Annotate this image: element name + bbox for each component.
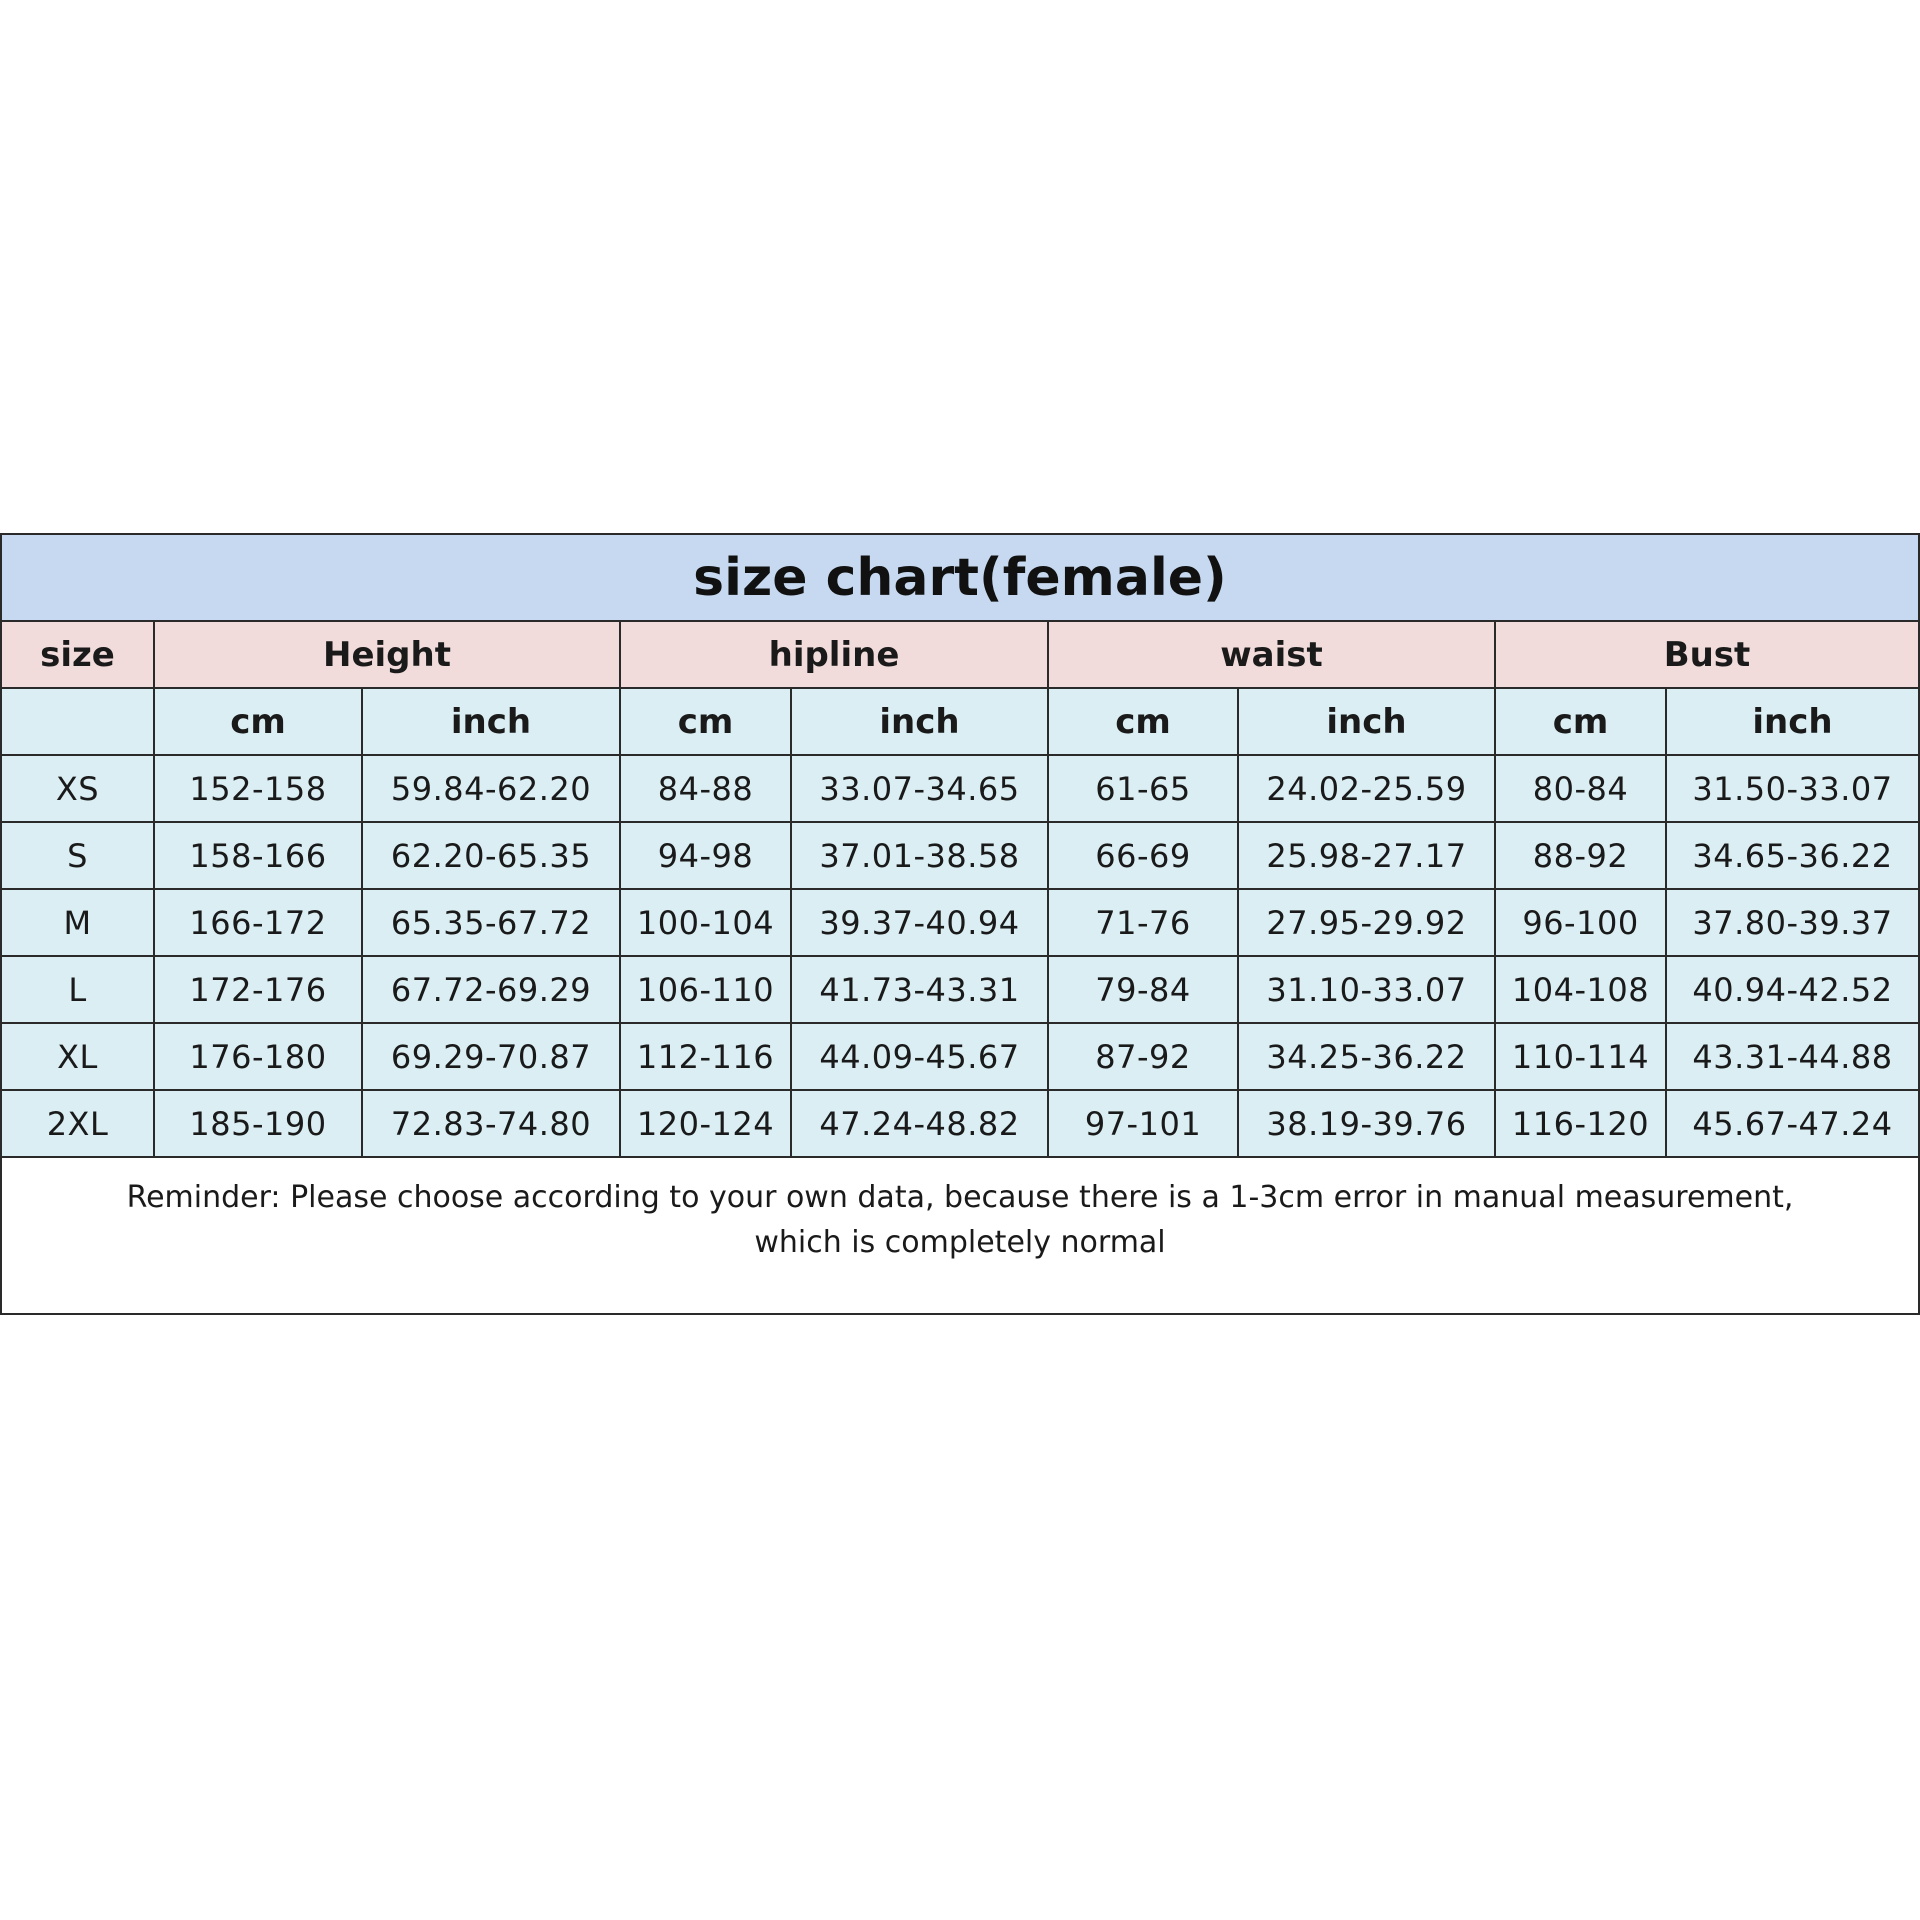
bust-inch-cell: 43.31-44.88 <box>1666 1023 1918 1090</box>
table-row <box>2 956 1918 1023</box>
size-cell: L <box>2 956 154 1023</box>
group-header-row <box>2 622 1918 688</box>
waist-cm-cell: 79-84 <box>1048 956 1238 1023</box>
unit-header: cm <box>154 688 362 755</box>
height-inch-cell: 69.29-70.87 <box>362 1023 620 1090</box>
unit-header: inch <box>362 688 620 755</box>
height-cm-cell: 152-158 <box>154 755 362 822</box>
bust-inch-cell: 31.50-33.07 <box>1666 755 1918 822</box>
table-row <box>2 755 1918 822</box>
bust-cm-cell: 104-108 <box>1495 956 1666 1023</box>
hip-cm-cell: 84-88 <box>620 755 791 822</box>
size-cell: S <box>2 822 154 889</box>
waist-cm-cell: 97-101 <box>1048 1090 1238 1157</box>
unit-header: inch <box>1238 688 1495 755</box>
table-row <box>2 1023 1918 1090</box>
waist-inch-cell: 31.10-33.07 <box>1238 956 1495 1023</box>
unit-header: inch <box>791 688 1048 755</box>
bust-cm-cell: 88-92 <box>1495 822 1666 889</box>
unit-header: cm <box>620 688 791 755</box>
hip-inch-cell: 37.01-38.58 <box>791 822 1048 889</box>
hip-inch-cell: 33.07-34.65 <box>791 755 1048 822</box>
bust-cm-cell: 116-120 <box>1495 1090 1666 1157</box>
size-cell: XL <box>2 1023 154 1090</box>
size-cell: 2XL <box>2 1090 154 1157</box>
waist-cm-cell: 71-76 <box>1048 889 1238 956</box>
waist-inch-cell: 25.98-27.17 <box>1238 822 1495 889</box>
unit-header: cm <box>1048 688 1238 755</box>
hip-cm-cell: 94-98 <box>620 822 791 889</box>
hip-cm-cell: 100-104 <box>620 889 791 956</box>
hip-inch-cell: 41.73-43.31 <box>791 956 1048 1023</box>
height-cm-cell: 176-180 <box>154 1023 362 1090</box>
bust-cm-cell: 96-100 <box>1495 889 1666 956</box>
size-header: size <box>2 622 154 688</box>
unit-header-row <box>2 688 1918 755</box>
reminder-note: Reminder: Please choose according to your own data, because there is a 1-3cm error in manual measurement, which is completely normal <box>126 1180 1794 1260</box>
unit-header: cm <box>1495 688 1666 755</box>
height-inch-cell: 65.35-67.72 <box>362 889 620 956</box>
height-header: Height <box>154 622 620 688</box>
height-cm-cell: 172-176 <box>154 956 362 1023</box>
size-table <box>2 622 1918 1158</box>
unit-header-empty <box>2 688 154 755</box>
waist-cm-cell: 61-65 <box>1048 755 1238 822</box>
height-cm-cell: 158-166 <box>154 822 362 889</box>
waist-cm-cell: 87-92 <box>1048 1023 1238 1090</box>
waist-inch-cell: 24.02-25.59 <box>1238 755 1495 822</box>
height-inch-cell: 59.84-62.20 <box>362 755 620 822</box>
bust-inch-cell: 37.80-39.37 <box>1666 889 1918 956</box>
height-inch-cell: 62.20-65.35 <box>362 822 620 889</box>
table-row <box>2 1090 1918 1157</box>
unit-header: inch <box>1666 688 1918 755</box>
bust-cm-cell: 110-114 <box>1495 1023 1666 1090</box>
bust-cm-cell: 80-84 <box>1495 755 1666 822</box>
table-row <box>2 889 1918 956</box>
waist-inch-cell: 34.25-36.22 <box>1238 1023 1495 1090</box>
height-inch-cell: 72.83-74.80 <box>362 1090 620 1157</box>
waist-header: waist <box>1048 622 1495 688</box>
bust-inch-cell: 40.94-42.52 <box>1666 956 1918 1023</box>
hip-inch-cell: 47.24-48.82 <box>791 1090 1048 1157</box>
bust-inch-cell: 34.65-36.22 <box>1666 822 1918 889</box>
table-row <box>2 822 1918 889</box>
waist-inch-cell: 38.19-39.76 <box>1238 1090 1495 1157</box>
waist-cm-cell: 66-69 <box>1048 822 1238 889</box>
hip-inch-cell: 44.09-45.67 <box>791 1023 1048 1090</box>
hip-inch-cell: 39.37-40.94 <box>791 889 1048 956</box>
hip-cm-cell: 120-124 <box>620 1090 791 1157</box>
size-cell: M <box>2 889 154 956</box>
chart-title: size chart(female) <box>2 535 1918 622</box>
hipline-header: hipline <box>620 622 1048 688</box>
height-cm-cell: 166-172 <box>154 889 362 956</box>
waist-inch-cell: 27.95-29.92 <box>1238 889 1495 956</box>
size-cell: XS <box>2 755 154 822</box>
hip-cm-cell: 112-116 <box>620 1023 791 1090</box>
height-inch-cell: 67.72-69.29 <box>362 956 620 1023</box>
hip-cm-cell: 106-110 <box>620 956 791 1023</box>
bust-header: Bust <box>1495 622 1918 688</box>
height-cm-cell: 185-190 <box>154 1090 362 1157</box>
bust-inch-cell: 45.67-47.24 <box>1666 1090 1918 1157</box>
